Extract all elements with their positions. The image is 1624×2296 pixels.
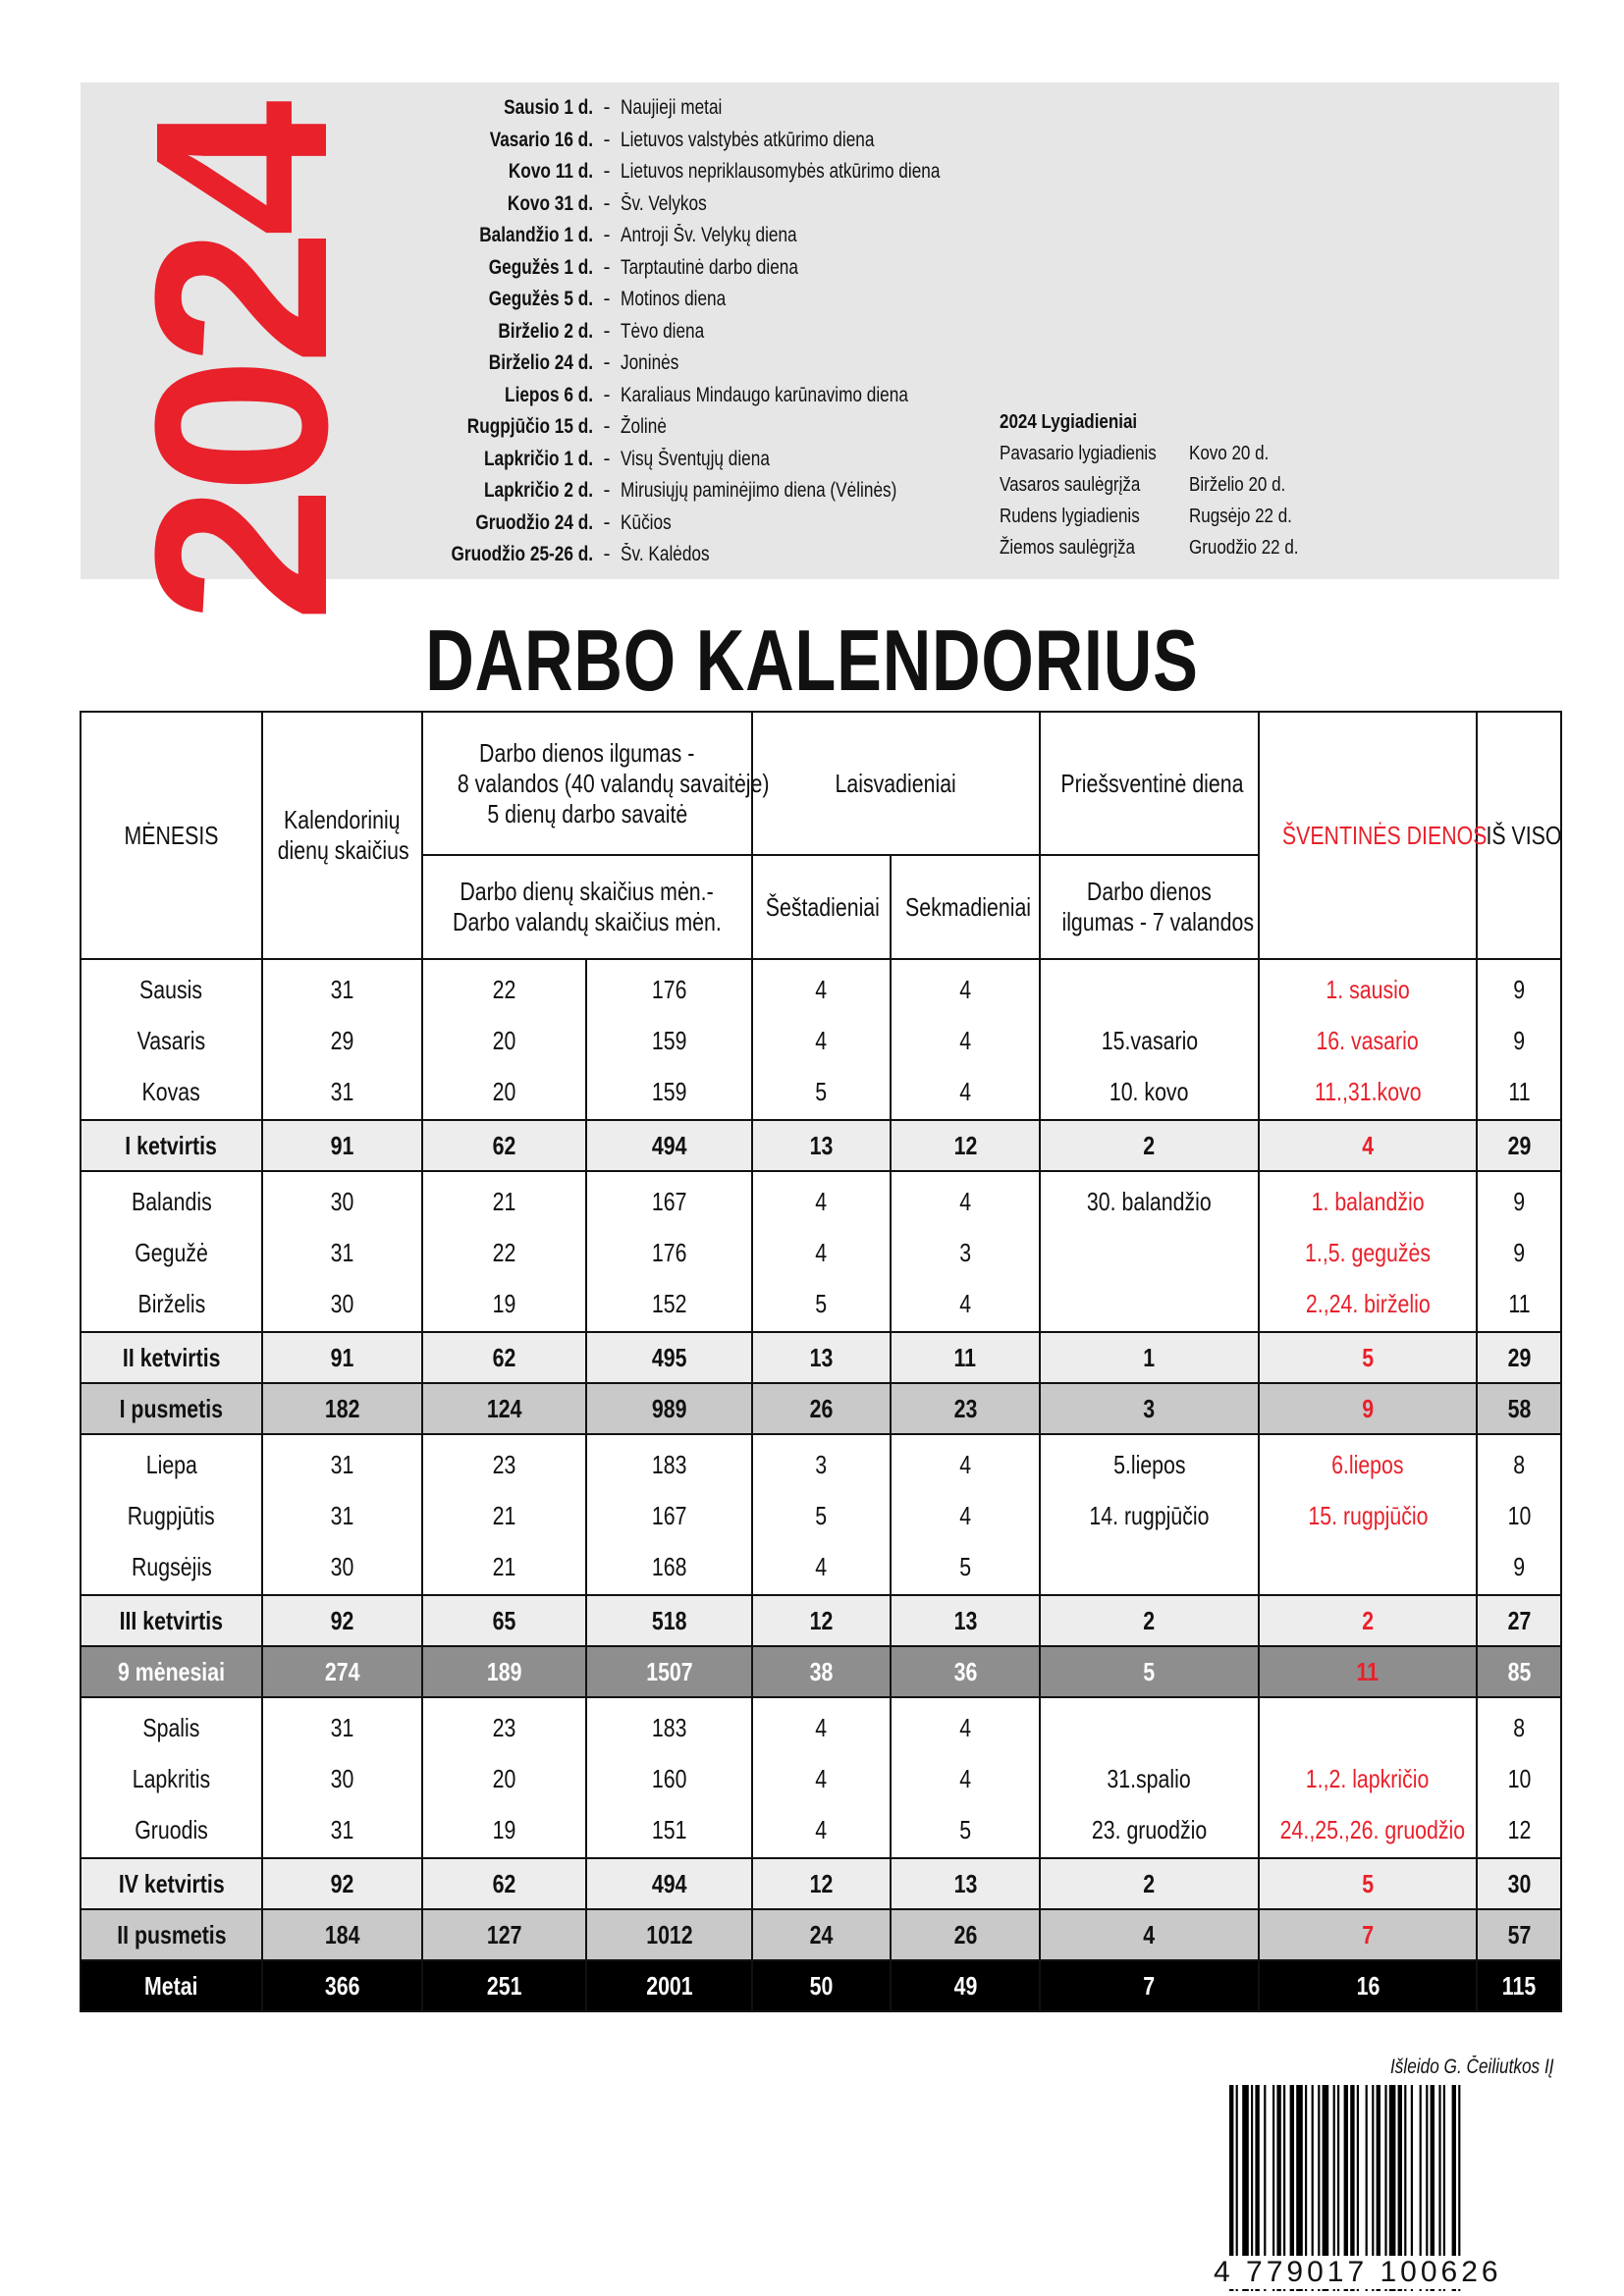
cell-cal: 91 [262,1120,422,1171]
header-total: IŠ VISO [1477,712,1561,959]
holiday-name: Antroji Šv. Velykų diena [621,224,797,247]
cell-name: I pusmetis [81,1383,262,1434]
cell-days: 21 [422,1490,586,1541]
cell-total: 9 [1477,1541,1561,1595]
equinox-date: Gruodžio 22 d. [1189,537,1299,559]
holiday-name: Naujieji metai [621,96,723,120]
holiday-separator: - [603,447,611,470]
cell-cal: 30 [262,1278,422,1332]
cell-total: 30 [1477,1858,1561,1909]
cell-hol: 11 [1259,1646,1477,1697]
holiday-date: Gegužės 1 d. [488,255,593,279]
cell-hours: 168 [586,1541,752,1595]
cell-sun: 12 [891,1120,1040,1171]
cell-sun: 4 [891,1434,1040,1490]
cell-sun: 5 [891,1804,1040,1858]
cell-hours: 160 [586,1753,752,1804]
cell-hol: 2 [1259,1595,1477,1646]
cell-pre: 10. kovo [1040,1066,1259,1120]
cell-cal: 31 [262,1490,422,1541]
cell-cal: 91 [262,1332,422,1383]
cell-hol: 5 [1259,1332,1477,1383]
cell-days: 20 [422,1066,586,1120]
cell-days: 62 [422,1858,586,1909]
cell-hours: 152 [586,1278,752,1332]
cell-days: 19 [422,1278,586,1332]
holiday-row [316,411,1010,444]
holiday-name: Visų Šventųjų diena [621,447,770,470]
barcode-number: 4 779017 100626 [1214,2256,1502,2288]
holiday-row [316,125,1010,157]
cell-total: 10 [1477,1490,1561,1541]
cell-name: 9 mėnesiai [81,1646,262,1697]
cell-sat: 13 [752,1332,891,1383]
cell-name: II ketvirtis [81,1332,262,1383]
holiday-row [316,188,1010,221]
cell-sat: 3 [752,1434,891,1490]
cell-cal: 30 [262,1753,422,1804]
cell-total: 8 [1477,1434,1561,1490]
holiday-row [316,316,1010,348]
cell-name: Vasaris [81,1015,262,1066]
cell-name: III ketvirtis [81,1595,262,1646]
holiday-row [316,475,1010,507]
cell-pre: 15.vasario [1040,1015,1259,1066]
cell-hours: 2001 [586,1960,752,2011]
cell-cal: 29 [262,1015,422,1066]
equinox-name: Vasaros saulėgrįža [1000,474,1141,496]
cell-hours: 495 [586,1332,752,1383]
holiday-separator: - [603,510,611,534]
cell-hours: 494 [586,1120,752,1171]
holiday-date: Birželio 24 d. [488,351,593,375]
cell-hours: 176 [586,1227,752,1278]
cell-cal: 31 [262,959,422,1015]
cell-sat: 38 [752,1646,891,1697]
holiday-name: Lietuvos valstybės atkūrimo diena [621,128,875,151]
cell-total: 85 [1477,1646,1561,1697]
cell-days: 251 [422,1960,586,2011]
row-q1-summary [81,1120,1561,1171]
cell-total: 11 [1477,1066,1561,1120]
cell-hol: 1.,2. lapkričio [1259,1753,1477,1804]
cell-sat: 26 [752,1383,891,1434]
publisher-label: Išleido G. Čeiliutkos IĮ [1390,2056,1554,2078]
equinox-date: Kovo 20 d. [1189,443,1270,464]
header-holidays: ŠVENTINĖS DIENOS [1259,712,1477,959]
row-q2-summary [81,1332,1561,1383]
month-row [81,1434,1561,1490]
holiday-date: Liepos 6 d. [505,383,593,406]
row-nine-months [81,1646,1561,1697]
holiday-row [316,220,1010,252]
cell-sat: 12 [752,1858,891,1909]
holiday-date: Gegužės 5 d. [488,288,593,311]
equinox-name: Rudens lygiadienis [1000,506,1140,527]
cell-hours: 151 [586,1804,752,1858]
holiday-date: Kovo 11 d. [508,160,593,184]
holiday-name: Motinos diena [621,288,727,311]
cell-pre: 7 [1040,1960,1259,2011]
cell-sun: 4 [891,1490,1040,1541]
cell-total: 9 [1477,1015,1561,1066]
cell-hours: 167 [586,1490,752,1541]
cell-hol: 9 [1259,1383,1477,1434]
cell-name: Spalis [81,1697,262,1753]
cell-days: 21 [422,1541,586,1595]
cell-days: 21 [422,1171,586,1227]
cell-sat: 4 [752,1697,891,1753]
cell-pre: 3 [1040,1383,1259,1434]
cell-cal: 92 [262,1595,422,1646]
equinox-list [1000,406,1318,563]
holiday-row [316,284,1010,316]
holiday-name: Mirusiųjų paminėjimo diena (Vėlinės) [621,479,897,503]
holiday-row [316,380,1010,412]
cell-hol [1259,1697,1477,1753]
cell-sun: 4 [891,1015,1040,1066]
cell-name: II pusmetis [81,1909,262,1960]
cell-total: 58 [1477,1383,1561,1434]
holiday-row [316,539,1010,571]
cell-hours: 159 [586,1015,752,1066]
cell-pre: 1 [1040,1332,1259,1383]
month-row [81,1066,1561,1120]
holiday-separator: - [603,191,611,215]
equinox-title: 2024 Lygiadieniai [1000,411,1138,433]
cell-pre [1040,1541,1259,1595]
cell-hours: 159 [586,1066,752,1120]
holiday-separator: - [603,319,611,343]
month-row [81,1278,1561,1332]
holiday-name: Šv. Kalėdos [621,543,710,566]
cell-name: Metai [81,1960,262,2011]
cell-days: 23 [422,1434,586,1490]
holiday-separator: - [603,351,611,375]
cell-hol: 15. rugpjūčio [1259,1490,1477,1541]
cell-sat: 13 [752,1120,891,1171]
cell-total: 9 [1477,1171,1561,1227]
cell-name: Birželis [81,1278,262,1332]
cell-hours: 1012 [586,1909,752,1960]
equinox-date: Rugsėjo 22 d. [1189,506,1292,527]
cell-pre [1040,1227,1259,1278]
cell-cal: 366 [262,1960,422,2011]
cell-sun: 4 [891,1697,1040,1753]
cell-sat: 24 [752,1909,891,1960]
equinox-name: Žiemos saulėgrįža [1000,537,1135,559]
cell-hol: 7 [1259,1909,1477,1960]
holiday-name: Kūčios [621,510,672,534]
cell-name: Liepa [81,1434,262,1490]
year-label: 2024 [104,107,378,623]
cell-sat: 4 [752,1804,891,1858]
cell-name: Kovas [81,1066,262,1120]
cell-name: Rugsėjis [81,1541,262,1595]
cell-sat: 5 [752,1490,891,1541]
cell-total: 29 [1477,1332,1561,1383]
cell-hol: 24.,25.,26. gruodžio [1259,1804,1477,1858]
cell-sun: 26 [891,1909,1040,1960]
cell-pre: 23. gruodžio [1040,1804,1259,1858]
cell-cal: 30 [262,1541,422,1595]
cell-total: 8 [1477,1697,1561,1753]
cell-hol: 11.,31.kovo [1259,1066,1477,1120]
cell-total: 12 [1477,1804,1561,1858]
cell-sun: 13 [891,1858,1040,1909]
cell-hours: 989 [586,1383,752,1434]
header-saturdays: Šeštadieniai [752,855,891,959]
equinox-row [1000,469,1318,501]
cell-hol: 1. sausio [1259,959,1477,1015]
cell-cal: 182 [262,1383,422,1434]
holiday-separator: - [603,383,611,406]
cell-sat: 4 [752,1227,891,1278]
holiday-name: Šv. Velykos [621,191,707,215]
month-row [81,1227,1561,1278]
cell-sat: 4 [752,1753,891,1804]
cell-pre: 30. balandžio [1040,1171,1259,1227]
holiday-name: Tarptautinė darbo diena [621,255,798,279]
holiday-separator: - [603,543,611,566]
header-sundays: Sekmadieniai [891,855,1040,959]
cell-name: Sausis [81,959,262,1015]
q3-months [81,1434,1561,1595]
cell-name: IV ketvirtis [81,1858,262,1909]
header-work-counts: Darbo dienų skaičius mėn.- Darbo valandų skaičius mėn. [422,855,752,959]
month-row [81,1697,1561,1753]
cell-hours: 1507 [586,1646,752,1697]
cell-hours: 518 [586,1595,752,1646]
cell-days: 22 [422,1227,586,1278]
holiday-row [316,156,1010,188]
cell-pre: 2 [1040,1120,1259,1171]
cell-sun: 4 [891,1171,1040,1227]
holiday-name: Karaliaus Mindaugo karūnavimo diena [621,383,908,406]
page-title: DARBO KALENDORIUS [425,612,1199,709]
cell-sun: 5 [891,1541,1040,1595]
cell-total: 57 [1477,1909,1561,1960]
q4-months [81,1697,1561,1858]
holiday-date: Sausio 1 d. [504,96,593,120]
cell-name: Gegužė [81,1227,262,1278]
cell-days: 19 [422,1804,586,1858]
cell-sat: 50 [752,1960,891,2011]
header-calendar-days: Kalendorinių dienų skaičius [262,712,422,959]
holiday-separator: - [603,128,611,151]
cell-pre [1040,1278,1259,1332]
cell-pre: 31.spalio [1040,1753,1259,1804]
cell-days: 23 [422,1697,586,1753]
row-q3-summary [81,1595,1561,1646]
holiday-name: Lietuvos nepriklausomybės atkūrimo diena [621,160,941,184]
cell-hours: 167 [586,1171,752,1227]
holiday-row [316,92,1010,125]
cell-sun: 4 [891,1066,1040,1120]
cell-sun: 3 [891,1227,1040,1278]
cell-hol: 16 [1259,1960,1477,2011]
cell-cal: 31 [262,1804,422,1858]
q1-months [81,959,1561,1120]
cell-sat: 4 [752,959,891,1015]
cell-cal: 31 [262,1697,422,1753]
cell-days: 62 [422,1120,586,1171]
cell-sun: 23 [891,1383,1040,1434]
cell-total: 10 [1477,1753,1561,1804]
cell-sun: 4 [891,1278,1040,1332]
cell-pre: 14. rugpjūčio [1040,1490,1259,1541]
cell-sun: 36 [891,1646,1040,1697]
cell-cal: 31 [262,1434,422,1490]
cell-hol: 1.,5. gegužės [1259,1227,1477,1278]
month-row [81,1171,1561,1227]
cell-pre: 5.liepos [1040,1434,1259,1490]
holiday-name: Joninės [621,351,679,375]
cell-days: 127 [422,1909,586,1960]
work-calendar-table [80,711,1562,2012]
holiday-date: Balandžio 1 d. [479,224,593,247]
cell-total: 9 [1477,1227,1561,1278]
holiday-separator: - [603,479,611,503]
cell-total: 11 [1477,1278,1561,1332]
equinox-row [1000,438,1318,469]
cell-sat: 4 [752,1541,891,1595]
cell-sun: 13 [891,1595,1040,1646]
cell-sun: 11 [891,1332,1040,1383]
equinox-row [1000,532,1318,563]
cell-days: 20 [422,1015,586,1066]
holiday-date: Lapkričio 1 d. [483,447,593,470]
cell-days: 62 [422,1332,586,1383]
cell-sat: 4 [752,1015,891,1066]
holiday-name: Tėvo diena [621,319,705,343]
holiday-separator: - [603,415,611,439]
cell-name: I ketvirtis [81,1120,262,1171]
cell-sun: 4 [891,959,1040,1015]
month-row [81,959,1561,1015]
cell-hours: 176 [586,959,752,1015]
cell-sun: 4 [891,1753,1040,1804]
row-year-total [81,1960,1561,2011]
month-row [81,1490,1561,1541]
cell-sun: 49 [891,1960,1040,2011]
row-q4-summary [81,1858,1561,1909]
header-work-length: Darbo dienos ilgumas - 8 valandos (40 valandų savaitėje) 5 dienų darbo savaitė [422,712,752,855]
cell-pre: 5 [1040,1646,1259,1697]
cell-total: 115 [1477,1960,1561,2011]
holiday-row [316,252,1010,285]
holidays-panel [81,82,1559,623]
holiday-date: Gruodžio 25-26 d. [451,543,593,566]
holiday-date: Vasario 16 d. [489,128,593,151]
cell-days: 22 [422,959,586,1015]
holiday-list [316,92,1010,571]
cell-hours: 183 [586,1434,752,1490]
holiday-separator: - [603,288,611,311]
cell-pre: 2 [1040,1858,1259,1909]
cell-days: 124 [422,1383,586,1434]
cell-cal: 31 [262,1227,422,1278]
holiday-date: Gruodžio 24 d. [475,510,593,534]
month-row [81,1753,1561,1804]
cell-total: 29 [1477,1120,1561,1171]
cell-hol: 2.,24. birželio [1259,1278,1477,1332]
cell-days: 65 [422,1595,586,1646]
holiday-date: Lapkričio 2 d. [483,479,593,503]
cell-cal: 31 [262,1066,422,1120]
cell-sat: 5 [752,1278,891,1332]
cell-sat: 12 [752,1595,891,1646]
cell-pre [1040,1697,1259,1753]
holiday-date: Birželio 2 d. [498,319,593,343]
holiday-row [316,507,1010,540]
cell-total: 9 [1477,959,1561,1015]
cell-pre: 2 [1040,1595,1259,1646]
cell-sat: 4 [752,1171,891,1227]
header-month: MĖNESIS [81,712,262,959]
holiday-row [316,444,1010,476]
row-half2 [81,1909,1561,1960]
cell-hol: 6.liepos [1259,1434,1477,1490]
holiday-separator: - [603,255,611,279]
holiday-separator: - [603,160,611,184]
row-half1 [81,1383,1561,1434]
holiday-date: Rugpjūčio 15 d. [466,415,593,439]
cell-pre [1040,959,1259,1015]
cell-name: Balandis [81,1171,262,1227]
holiday-separator: - [603,224,611,247]
month-row [81,1015,1561,1066]
holiday-date: Kovo 31 d. [507,191,593,215]
header-pre-holiday: Priešsventinė diena [1040,712,1259,855]
holiday-name: Žolinė [621,415,667,439]
cell-cal: 30 [262,1171,422,1227]
cell-name: Gruodis [81,1804,262,1858]
holiday-separator: - [603,96,611,120]
cell-hol [1259,1541,1477,1595]
cell-cal: 184 [262,1909,422,1960]
header-pre-holiday-length: Darbo dienos ilgumas - 7 valandos [1040,855,1259,959]
cell-hours: 183 [586,1697,752,1753]
header-days-off: Laisvadieniai [752,712,1040,855]
cell-total: 27 [1477,1595,1561,1646]
cell-hours: 494 [586,1858,752,1909]
cell-hol: 4 [1259,1120,1477,1171]
cell-hol: 16. vasario [1259,1015,1477,1066]
cell-hol: 1. balandžio [1259,1171,1477,1227]
month-row [81,1804,1561,1858]
equinox-date: Birželio 20 d. [1189,474,1286,496]
cell-days: 20 [422,1753,586,1804]
cell-hol: 5 [1259,1858,1477,1909]
cell-name: Lapkritis [81,1753,262,1804]
cell-cal: 274 [262,1646,422,1697]
cell-cal: 92 [262,1858,422,1909]
holiday-row [316,347,1010,380]
equinox-row [1000,501,1318,532]
q2-months [81,1171,1561,1332]
equinox-name: Pavasario lygiadienis [1000,443,1157,464]
month-row [81,1541,1561,1595]
cell-pre: 4 [1040,1909,1259,1960]
cell-name: Rugpjūtis [81,1490,262,1541]
cell-days: 189 [422,1646,586,1697]
cell-sat: 5 [752,1066,891,1120]
